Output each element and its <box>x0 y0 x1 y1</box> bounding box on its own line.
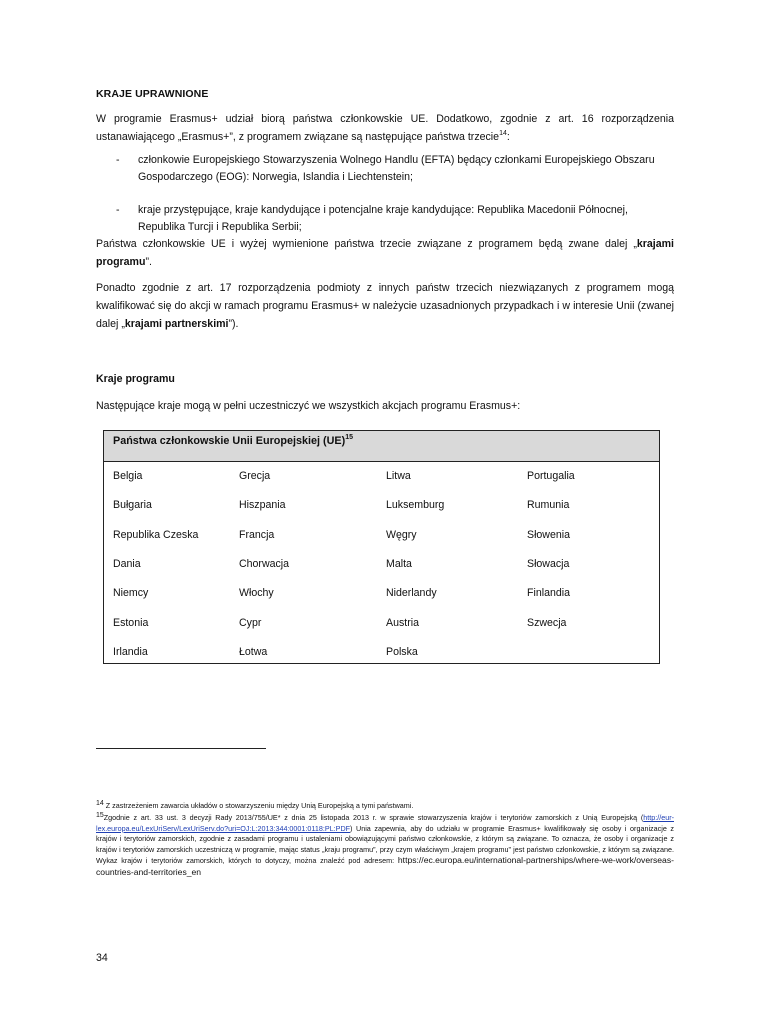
table-row <box>113 499 653 519</box>
table-cell: Malta <box>386 557 412 570</box>
eu-member-states-table <box>103 430 660 664</box>
section-title: KRAJE UPRAWNIONE <box>96 88 209 100</box>
footnote-separator <box>96 748 266 749</box>
subheading: Kraje programu <box>96 373 175 385</box>
page-number: 34 <box>96 952 108 964</box>
list-marker: - <box>116 154 120 166</box>
table-cell: Węgry <box>386 528 417 541</box>
footnote-14 <box>96 799 674 812</box>
table-row <box>113 470 653 490</box>
table-cell: Grecja <box>239 470 271 482</box>
list-item-text: członkowie Europejskiego Stowarzyszenia Wolnego Handlu (EFTA) będący członkami Europejskiego Obszaru Gospodarczego (EOG): Norwegia, Islandia i Liechtenstein; <box>138 154 655 183</box>
eur-lex-link[interactable]: http://eur-lex.europa.eu/LexUriServ/LexUriServ.do?uri=OJ:L:2013:344:0001:0118:PL:PDF <box>96 813 674 833</box>
table-cell: Hiszpania <box>239 499 286 512</box>
footnote-ref-15[interactable]: 15 <box>345 434 353 441</box>
table-cell: Dania <box>113 557 141 570</box>
partner-countries-paragraph <box>96 279 674 333</box>
table-cell: Cypr <box>239 616 262 629</box>
table-cell: Rumunia <box>527 499 570 512</box>
table-cell: Słowacja <box>527 557 570 570</box>
para3-text: Ponadto zgodnie z art. 17 rozporządzenia podmioty z innych państw trzecich niezwiązanych z programem mogą kwalifikować się do akcji w ramach programu Erasmus+ w należycie uzasadnionych przypadkach i w interesie Unii (zwanej dalej „ <box>96 282 674 330</box>
table-cell: Chorwacja <box>239 557 290 570</box>
footnote-number: 14 <box>96 800 104 807</box>
footnote-text: Z zastrzeżeniem zawarcia układów o stowarzyszeniu między Unią Europejską a tymi państwami. <box>105 801 414 810</box>
table-cell: Słowenia <box>527 528 570 541</box>
table-cell: Łotwa <box>239 645 268 658</box>
footnote-text-a: Zgodnie z art. 33 ust. 3 decyzji Rady 2013/755/UE* z dnia 25 listopada 2013 r. w sprawie stowarzyszenia krajów i terytoriów zamorskich z Unią Europejską ( <box>103 813 644 822</box>
para3-bold: krajami partnerskimi <box>124 318 229 330</box>
oct-url: https://ec.europa.eu/international-partnerships/where-we-work/overseas-countries-and-territories_en <box>96 855 674 877</box>
table-cell: Niderlandy <box>386 587 437 600</box>
list-item <box>116 152 674 186</box>
table-header-text: Państwa członkowskie Unii Europejskiej (UE) <box>113 435 346 447</box>
table-cell: Belgia <box>113 470 143 482</box>
table-cell: Irlandia <box>113 645 148 658</box>
table-row <box>113 617 653 637</box>
intro-end: : <box>506 131 510 143</box>
para3-end: ”). <box>228 318 239 330</box>
table-cell: Estonia <box>113 616 149 629</box>
table-cell: Szwecja <box>527 616 567 629</box>
intro-text: W programie Erasmus+ udział biorą państwa członkowskie UE. Dodatkowo, zgodnie z art. 16 rozporządzenia ustanawiającego „Erasmus+”, z programem związane są następujące państwa trzecie <box>96 113 674 143</box>
list-marker: - <box>116 204 120 216</box>
para2-text: Państwa członkowskie UE i wyżej wymienione państwa trzecie związane z programem będą zwane dalej „ <box>96 238 637 250</box>
list-item-text: kraje przystępujące, kraje kandydujące i potencjalne kraje kandydujące: Republika Macedonii Północnej, Republika Turcji i Republika Serbii; <box>138 204 628 233</box>
footnote-15 <box>96 811 674 879</box>
table-row <box>113 646 653 666</box>
table-header <box>104 431 659 462</box>
table-cell: Włochy <box>239 587 274 600</box>
table-cell: Republika Czeska <box>113 528 199 541</box>
table-cell: Niemcy <box>113 587 149 600</box>
table-row <box>113 587 653 607</box>
list-item <box>116 202 674 236</box>
para2-end: ”. <box>145 256 152 268</box>
intro-paragraph <box>96 110 674 146</box>
table-row <box>113 558 653 578</box>
table-intro: Następujące kraje mogą w pełni uczestniczyć we wszystkich akcjach programu Erasmus+: <box>96 400 521 412</box>
table-row <box>113 529 653 549</box>
table-cell: Bułgaria <box>113 499 152 512</box>
footnote-text-b: ) Unia zapewnia, aby do udziału w programie Erasmus+ kwalifikowały się osoby i organizacje z krajów i terytoriów zamorskich, zgodnie z zasadami programu i ustaleniami obowiązującymi państwo członkowskie, z którym są związane. To oznacza, że osoby i organizacje z krajów i terytoriów zamorskich uczestniczą w programie, mając status „kraju programu”, przy czym właściwym „krajem programu” jest państwo członkowskie, z którym są związane. Wykaz krajów i terytoriów zamorskich, których to dotyczy, można znaleźć pod adresem: <box>96 823 674 866</box>
footnote-number: 15 <box>96 812 104 819</box>
table-cell: Litwa <box>386 470 411 482</box>
para2-bold: krajami programu <box>96 238 674 268</box>
table-cell: Finlandia <box>527 587 570 600</box>
footnote-ref-14[interactable]: 14 <box>499 130 507 137</box>
table-cell: Polska <box>386 645 418 658</box>
program-countries-paragraph <box>96 235 674 271</box>
table-cell: Francja <box>239 528 275 541</box>
table-cell: Austria <box>386 616 419 629</box>
table-cell: Portugalia <box>527 470 575 482</box>
table-cell: Luksemburg <box>386 499 445 512</box>
